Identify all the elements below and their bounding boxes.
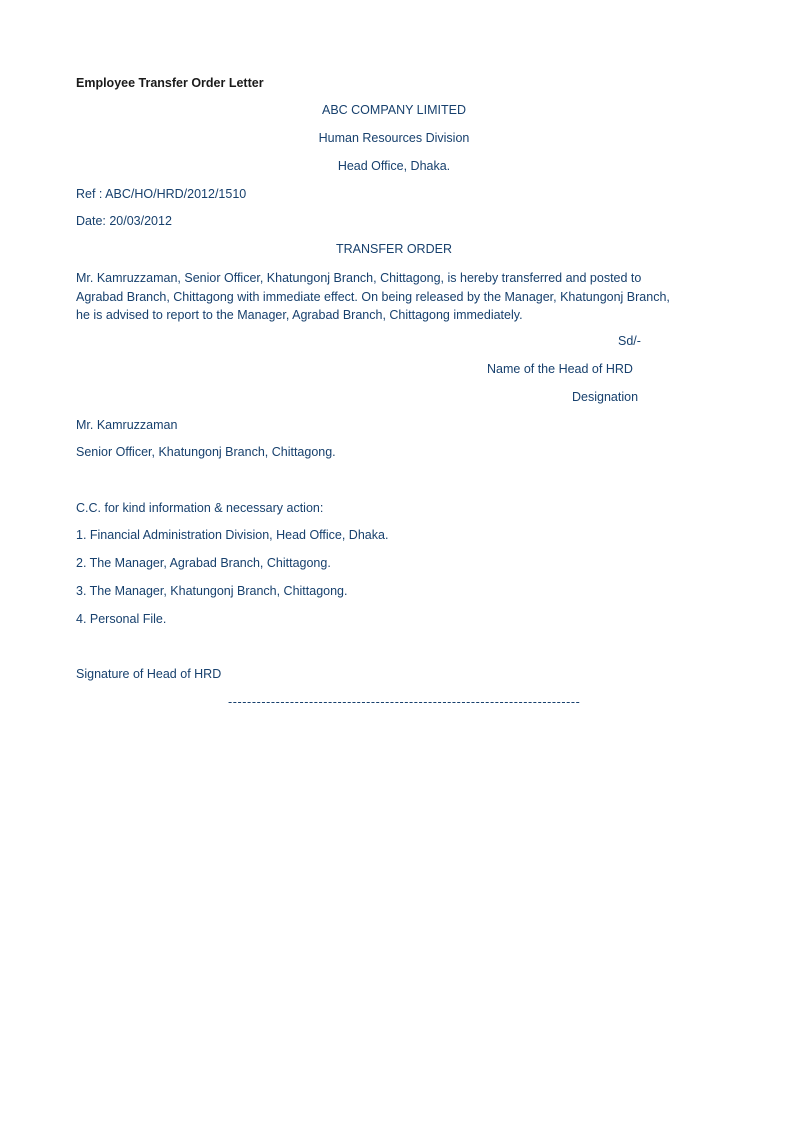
body-line: he is advised to report to the Manager, Agrabad Branch, Chittagong immediately.	[76, 308, 523, 322]
body-line: Mr. Kamruzzaman, Senior Officer, Khatungonj Branch, Chittagong, is hereby transferred and posted to	[76, 271, 642, 285]
signatory-name: Name of the Head of HRD	[487, 362, 633, 376]
order-body	[76, 269, 716, 325]
document-title: Employee Transfer Order Letter	[76, 76, 264, 90]
signed-mark: Sd/-	[618, 334, 641, 348]
recipient-name: Mr. Kamruzzaman	[76, 418, 178, 432]
signature-line: --------------------------------------------------------------------------	[228, 695, 581, 709]
cc-item: 4. Personal File.	[76, 612, 167, 626]
reference-number: Ref : ABC/HO/HRD/2012/1510	[76, 187, 247, 201]
body-line: Agrabad Branch, Chittagong with immediate effect. On being released by the Manager, Khatungonj Branch,	[76, 289, 670, 304]
division-name: Human Resources Division	[318, 131, 470, 145]
cc-item: 1. Financial Administration Division, Head Office, Dhaka.	[76, 528, 389, 542]
cc-item: 3. The Manager, Khatungonj Branch, Chittagong.	[76, 584, 348, 598]
cc-heading: C.C. for kind information & necessary action:	[76, 501, 324, 515]
order-heading: TRANSFER ORDER	[336, 242, 452, 256]
office-location: Head Office, Dhaka.	[337, 159, 451, 173]
cc-item: 2. The Manager, Agrabad Branch, Chittagong.	[76, 556, 331, 570]
company-name: ABC COMPANY LIMITED	[321, 103, 466, 117]
recipient-position: Senior Officer, Khatungonj Branch, Chittagong.	[76, 445, 336, 459]
signatory-designation: Designation	[572, 390, 639, 404]
letter-date: Date: 20/03/2012	[76, 214, 172, 228]
signature-label: Signature of Head of HRD	[76, 667, 222, 681]
